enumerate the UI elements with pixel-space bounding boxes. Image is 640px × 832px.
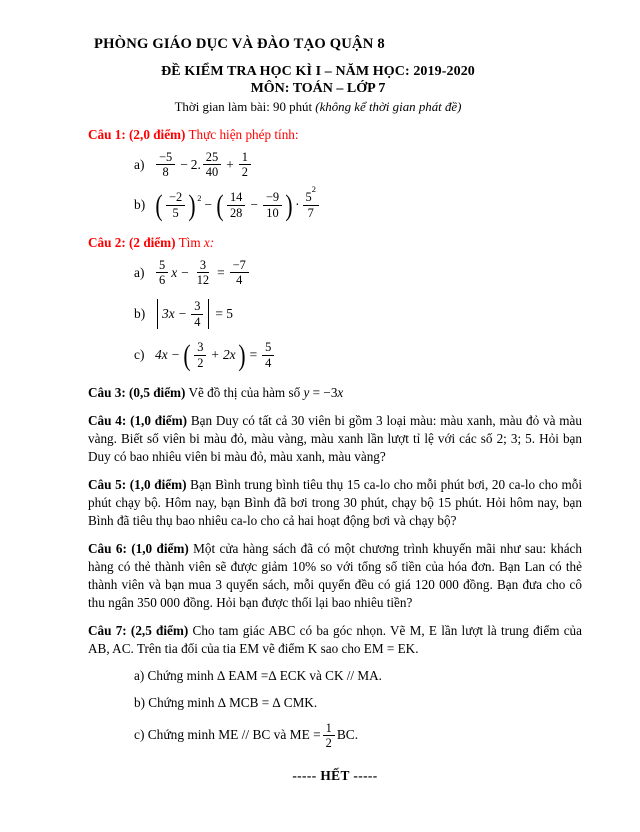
question-5-label: Câu 5: (1,0 điểm) bbox=[88, 477, 187, 493]
q7c-suffix: BC. bbox=[336, 727, 359, 743]
q2a-equals: = bbox=[217, 264, 225, 280]
question-1-label: Câu 1: (2,0 điểm) bbox=[88, 127, 186, 142]
q2c-fraction-2: $\frac{5}{4}$ bbox=[262, 341, 274, 370]
q2b-abs-left bbox=[157, 299, 158, 329]
q1b-operator-3: · bbox=[295, 197, 300, 213]
q2c-operator-1: − bbox=[171, 347, 180, 363]
question-3-func-y: y bbox=[303, 384, 310, 400]
question-2-prompt: Tìm bbox=[175, 234, 204, 250]
question-7c bbox=[134, 722, 582, 751]
q2a-fraction-1: $\frac{5}{6}$ bbox=[156, 259, 168, 288]
exam-header-block bbox=[88, 64, 548, 115]
q2a-fraction-3: $\frac{-7}{4}$ bbox=[230, 259, 249, 288]
q2b-expression: 3x bbox=[162, 306, 175, 322]
question-3-func-rest: = −3 bbox=[309, 384, 338, 400]
q1b-label: b) bbox=[134, 197, 146, 213]
q1b-exponent-1: 2 bbox=[197, 193, 202, 203]
question-5 bbox=[88, 476, 582, 529]
question-5-body: Bạn Bình trung bình tiêu thụ 15 ca-lo cho mỗi phút bơi, 20 ca-lo cho mỗi phút chạy bộ. Hôm nay, bạn Bình đã bơi trong 30 phút, chạy bộ 15 phút. Hỏi hôm nay, bạn Bình đã tiêu thụ bao nhiêu ca-lo cho cả hai hoạt động bơi và chạy bộ? bbox=[88, 477, 582, 528]
q2c-operator-2: + bbox=[211, 347, 219, 363]
q1a-fraction-3: $\frac{1}{2}$ bbox=[239, 151, 251, 180]
question-4 bbox=[88, 412, 582, 465]
question-2 bbox=[88, 234, 582, 252]
q2b-operator: − bbox=[178, 306, 187, 322]
q7c-fraction: $\frac{1}{2}$ bbox=[323, 722, 335, 751]
exam-duration bbox=[88, 100, 548, 115]
school-department-title: PHÒNG GIÁO DỤC VÀ ĐÀO TẠO QUẬN 8 bbox=[94, 36, 385, 52]
exam-subject-grade: MÔN: TOÁN – LỚP 7 bbox=[250, 81, 386, 96]
q2a-operator: − bbox=[181, 264, 189, 280]
question-7a: a) Chứng minh ∆ EAM =∆ ECK và CK // MA. bbox=[134, 667, 382, 683]
duration-text: Thời gian làm bài: 90 phút bbox=[174, 100, 316, 114]
question-2b bbox=[134, 299, 582, 329]
q1b-fraction-1: $\frac{-2}{5}$ bbox=[166, 191, 185, 220]
q2b-equals: = 5 bbox=[215, 306, 234, 322]
q2b-fraction: $\frac{3}{4}$ bbox=[191, 300, 203, 329]
question-7-label: Câu 7: (2,5 điểm) bbox=[88, 623, 189, 639]
q2a-label: a) bbox=[134, 264, 145, 280]
q2b-label: b) bbox=[134, 306, 146, 322]
duration-note: (không kể thời gian phát đề) bbox=[315, 100, 462, 114]
question-6 bbox=[88, 540, 582, 611]
question-7 bbox=[88, 622, 582, 657]
q2b-abs-right bbox=[208, 299, 209, 329]
question-7b: b) Chứng minh ∆ MCB = ∆ CMK. bbox=[134, 695, 318, 711]
q1b-operator-2: − bbox=[250, 197, 258, 213]
question-1a bbox=[134, 151, 582, 180]
question-6-body: Một cửa hàng sách đã có một chương trình khuyến mãi như sau: khách hàng có thẻ thành viên sẽ được giảm 10% so với tổng số tiền của hóa đơn. Bạn Lan có thẻ thành viên và bạn mua 3 quyển sách, mỗi quyển đều có giá 120 000 đồng. Bạn đưa cho cô thu ngân 350 000 đồng. Hỏi bạn được thối lại bao nhiêu tiền? bbox=[88, 541, 582, 610]
q7c-prefix: c) Chứng minh ME // BC và ME = bbox=[134, 727, 321, 743]
q1a-label: a) bbox=[134, 156, 145, 172]
question-2c: c) 4x − ( $\frac{3}{2}$ + 2x ) = $\frac{5}{4}$ bbox=[134, 341, 582, 370]
q1b-frac4-num: $5^2$ bbox=[303, 190, 319, 206]
q1b-fraction-2: $\frac{14}{28}$ bbox=[227, 191, 245, 220]
q1a-operator-2: + bbox=[226, 156, 234, 172]
q1b-operator-1: − bbox=[204, 197, 212, 213]
question-7-body: Cho tam giác ABC có ba góc nhọn. Vẽ M, E lần lượt là trung điểm của AB, AC. Trên tia đối của tia EM vẽ điểm K sao cho EM = EK. bbox=[88, 623, 583, 656]
q2c-label: c) bbox=[134, 347, 145, 363]
question-1b: b) ( $\frac{-2}{5}$ ) 2 − ( $\frac{14}{28}$ − $\frac{-9}{10}$ ) · $\frac{5^2}{7}$ bbox=[134, 190, 582, 220]
q2a-fraction-2: $\frac{3}{12}$ bbox=[196, 257, 210, 288]
q2c-equals: = bbox=[249, 347, 258, 363]
question-6-label: Câu 6: (1,0 điểm) bbox=[88, 541, 189, 557]
q2c-fraction-1: $\frac{3}{2}$ bbox=[194, 341, 206, 370]
question-3-label: Câu 3: (0,5 điểm) bbox=[88, 384, 186, 400]
question-2-label: Câu 2: (2 điểm) bbox=[88, 234, 176, 250]
q1a-coefficient: 2. bbox=[190, 156, 201, 172]
question-3 bbox=[88, 384, 582, 402]
q1a-fraction-1: $\frac{-5}{8}$ bbox=[156, 151, 175, 180]
q2a-variable: x bbox=[171, 264, 178, 280]
question-3-prompt: Vẽ đồ thị của hàm số bbox=[185, 384, 304, 400]
end-of-exam-marker: ----- HẾT ----- bbox=[292, 768, 378, 784]
question-1 bbox=[88, 126, 582, 144]
q2c-expression-2: 2x bbox=[222, 347, 236, 363]
q2c-expression-1: 4x bbox=[155, 347, 168, 363]
question-3-func-x: x bbox=[337, 384, 344, 400]
question-1-prompt: Thực hiện phép tính: bbox=[185, 127, 299, 142]
question-4-body: Bạn Duy có tất cả 30 viên bi gồm 3 loại màu: màu xanh, màu đỏ và màu vàng. Biết số viên bi màu đỏ, màu vàng, màu xanh lần lượt tỉ lệ với các số 2; 3; 5. Hỏi bạn Duy có bao nhiêu viên bi màu đỏ, màu xanh, màu vàng? bbox=[88, 413, 582, 464]
q1a-fraction-2: $\frac{25}{40}$ bbox=[203, 151, 221, 180]
question-2-variable: x: bbox=[203, 234, 215, 250]
question-2a bbox=[134, 259, 582, 288]
question-4-label: Câu 4: (1,0 điểm) bbox=[88, 413, 187, 429]
q1a-operator-1: − bbox=[180, 156, 188, 172]
q1b-fraction-4: $\frac{5^2}{7}$ bbox=[303, 190, 319, 220]
q1b-fraction-3: $\frac{-9}{10}$ bbox=[263, 191, 282, 220]
exam-title: ĐỀ KIỂM TRA HỌC KÌ I – NĂM HỌC: 2019-2020 bbox=[161, 64, 475, 79]
